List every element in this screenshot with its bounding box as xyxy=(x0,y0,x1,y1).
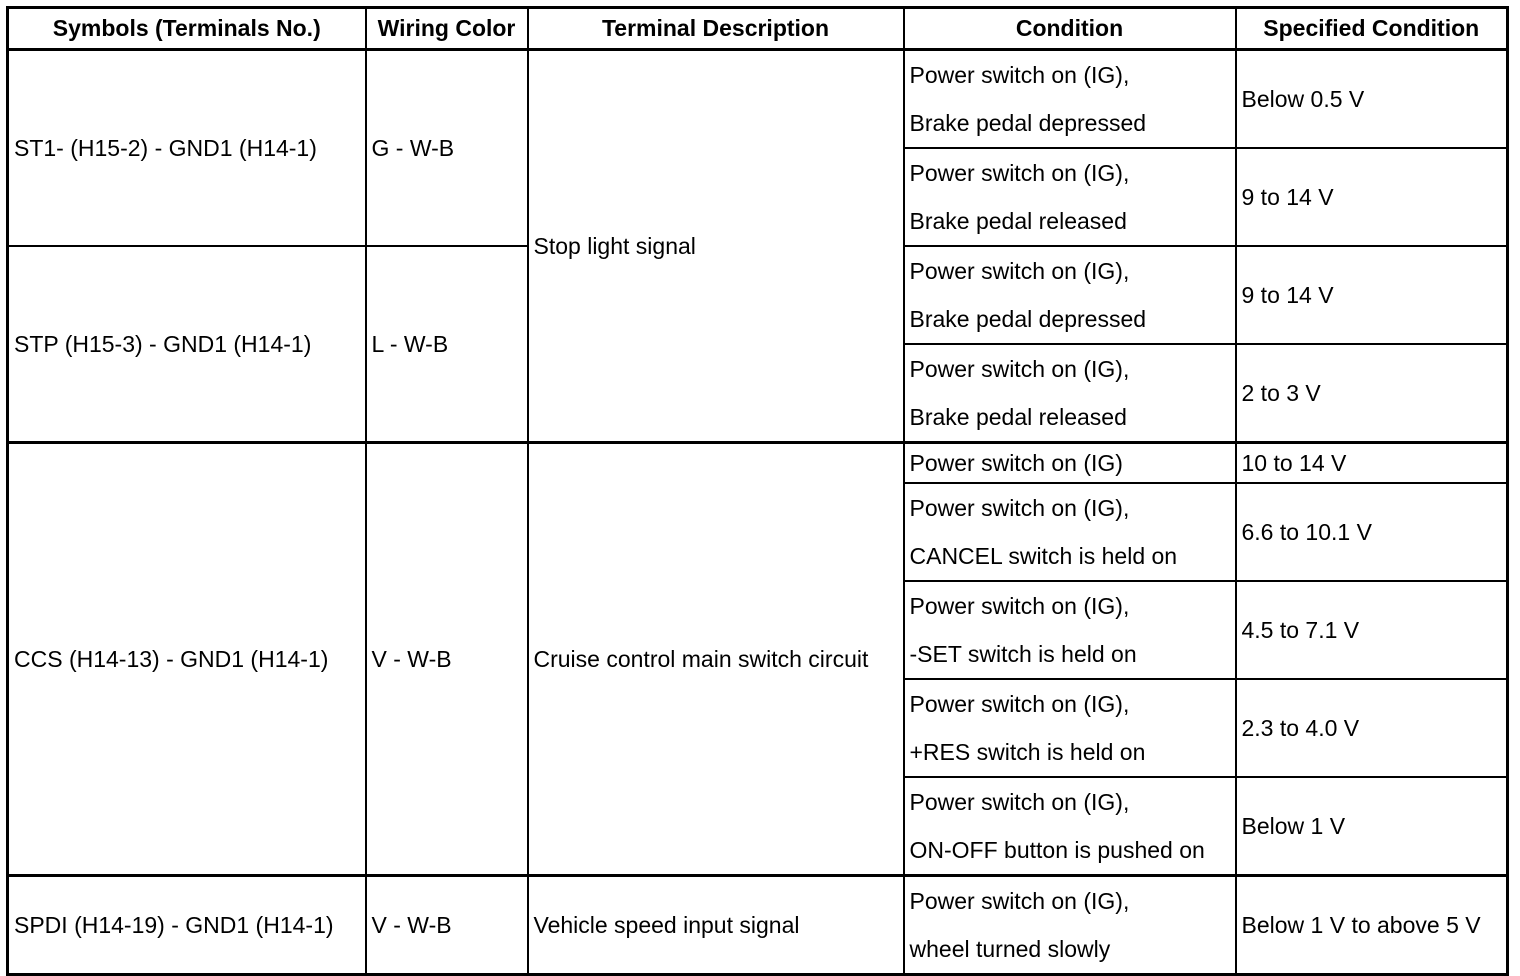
header-terminal-description: Terminal Description xyxy=(528,8,904,50)
condition-cell xyxy=(904,50,1236,149)
condition-line: -SET switch is held on xyxy=(909,641,1137,667)
symbol-cell: STP (H15-3) - GND1 (H14-1) xyxy=(8,246,366,443)
specified-condition-cell: 10 to 14 V xyxy=(1236,443,1508,484)
wiring-color-cell: V - W-B xyxy=(366,876,528,975)
condition-line: ON-OFF button is pushed on xyxy=(909,837,1205,863)
wiring-color-cell: G - W-B xyxy=(366,50,528,247)
specified-condition-cell: Below 0.5 V xyxy=(1236,50,1508,149)
condition-cell: Power switch on (IG) xyxy=(904,443,1236,484)
header-specified-condition: Specified Condition xyxy=(1236,8,1508,50)
table-row xyxy=(8,443,1508,484)
condition-line: Brake pedal released xyxy=(909,208,1127,234)
header-symbols: Symbols (Terminals No.) xyxy=(8,8,366,50)
specified-condition-cell: Below 1 V xyxy=(1236,777,1508,876)
condition-cell xyxy=(904,148,1236,246)
condition-line: Power switch on (IG), xyxy=(909,258,1130,284)
symbol-cell: SPDI (H14-19) - GND1 (H14-1) xyxy=(8,876,366,975)
condition-cell xyxy=(904,483,1236,581)
header-condition: Condition xyxy=(904,8,1236,50)
specified-condition-cell: 2.3 to 4.0 V xyxy=(1236,679,1508,777)
condition-line: Power switch on (IG), xyxy=(909,888,1130,914)
description-cell: Cruise control main switch circuit xyxy=(528,443,904,876)
condition-cell xyxy=(904,344,1236,443)
header-row xyxy=(8,8,1508,50)
condition-line: +RES switch is held on xyxy=(909,739,1146,765)
specified-condition-cell: 9 to 14 V xyxy=(1236,246,1508,344)
specified-condition-cell: 9 to 14 V xyxy=(1236,148,1508,246)
specified-condition-cell: 6.6 to 10.1 V xyxy=(1236,483,1508,581)
specified-condition-cell: 4.5 to 7.1 V xyxy=(1236,581,1508,679)
condition-cell xyxy=(904,679,1236,777)
condition-cell xyxy=(904,777,1236,876)
condition-line: Power switch on (IG), xyxy=(909,593,1130,619)
table-row xyxy=(8,876,1508,975)
description-cell: Stop light signal xyxy=(528,50,904,443)
condition-line: Power switch on (IG), xyxy=(909,160,1130,186)
condition-line: Power switch on (IG), xyxy=(909,691,1130,717)
condition-cell xyxy=(904,246,1236,344)
condition-line: Brake pedal released xyxy=(909,404,1127,430)
table-row xyxy=(8,50,1508,149)
condition-cell xyxy=(904,581,1236,679)
condition-cell xyxy=(904,876,1236,975)
condition-line: CANCEL switch is held on xyxy=(909,543,1178,569)
wiring-color-cell: V - W-B xyxy=(366,443,528,876)
specified-condition-cell: 2 to 3 V xyxy=(1236,344,1508,443)
condition-line: Power switch on (IG), xyxy=(909,789,1130,815)
description-cell: Vehicle speed input signal xyxy=(528,876,904,975)
condition-line: Power switch on (IG), xyxy=(909,356,1130,382)
symbol-cell: ST1- (H15-2) - GND1 (H14-1) xyxy=(8,50,366,247)
specified-condition-cell: Below 1 V to above 5 V xyxy=(1236,876,1508,975)
condition-line: wheel turned slowly xyxy=(909,936,1111,962)
condition-line: Power switch on (IG), xyxy=(909,62,1130,88)
condition-line: Brake pedal depressed xyxy=(909,110,1147,136)
symbol-cell: CCS (H14-13) - GND1 (H14-1) xyxy=(8,443,366,876)
condition-line: Brake pedal depressed xyxy=(909,306,1147,332)
header-wiring-color: Wiring Color xyxy=(366,8,528,50)
wiring-color-cell: L - W-B xyxy=(366,246,528,443)
terminal-spec-table xyxy=(6,6,1509,976)
condition-line: Power switch on (IG), xyxy=(909,495,1130,521)
